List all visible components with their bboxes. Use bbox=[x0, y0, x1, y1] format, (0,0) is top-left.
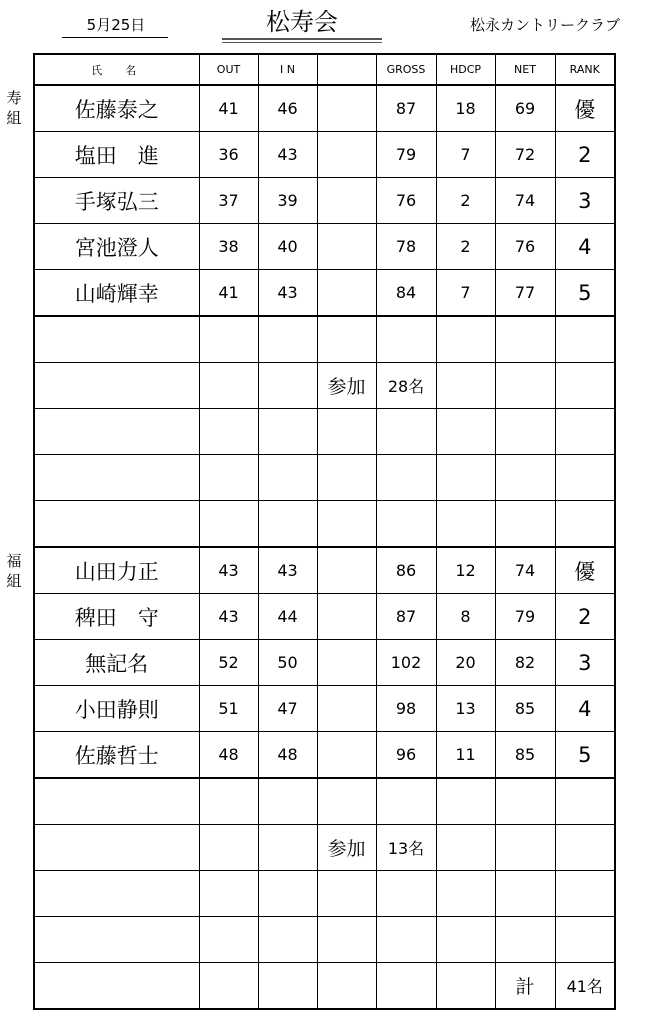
player-name: 小田静則 bbox=[34, 686, 199, 732]
participation-label: 参加 bbox=[317, 363, 376, 409]
empty-row bbox=[34, 871, 615, 917]
empty-row bbox=[34, 316, 615, 363]
table-row bbox=[34, 178, 615, 224]
blank-cell bbox=[317, 686, 376, 732]
col-header-gross: GROSS bbox=[376, 54, 436, 85]
score-out: 43 bbox=[199, 594, 258, 640]
table-row bbox=[34, 85, 615, 132]
col-header-hdcp: HDCP bbox=[436, 54, 495, 85]
blank-cell bbox=[317, 640, 376, 686]
participation-row bbox=[34, 825, 615, 871]
header-row bbox=[34, 54, 615, 85]
table-row bbox=[34, 640, 615, 686]
score-gross: 86 bbox=[376, 547, 436, 594]
score-in: 43 bbox=[258, 132, 317, 178]
empty-row bbox=[34, 917, 615, 963]
score-gross: 87 bbox=[376, 85, 436, 132]
player-name: 塩田 進 bbox=[34, 132, 199, 178]
score-in: 43 bbox=[258, 547, 317, 594]
event-date: 5月25日 bbox=[86, 16, 146, 34]
score-net: 74 bbox=[495, 178, 555, 224]
empty-row bbox=[34, 778, 615, 825]
score-out: 41 bbox=[199, 270, 258, 317]
blank-cell bbox=[317, 547, 376, 594]
score-net: 85 bbox=[495, 732, 555, 779]
player-name: 佐藤哲士 bbox=[34, 732, 199, 779]
blank-cell bbox=[317, 732, 376, 779]
total-label: 計 bbox=[495, 963, 555, 1010]
title-underline-2 bbox=[222, 42, 382, 43]
score-hdcp: 11 bbox=[436, 732, 495, 779]
rank: 2 bbox=[555, 132, 615, 178]
score-hdcp: 2 bbox=[436, 224, 495, 270]
player-name: 宮池澄人 bbox=[34, 224, 199, 270]
results-table bbox=[33, 53, 616, 1010]
score-in: 44 bbox=[258, 594, 317, 640]
player-name: 無記名 bbox=[34, 640, 199, 686]
score-in: 50 bbox=[258, 640, 317, 686]
score-hdcp: 7 bbox=[436, 270, 495, 317]
blank-cell bbox=[317, 270, 376, 317]
rank: 4 bbox=[555, 686, 615, 732]
score-gross: 96 bbox=[376, 732, 436, 779]
score-in: 47 bbox=[258, 686, 317, 732]
empty-row bbox=[34, 455, 615, 501]
table-row bbox=[34, 547, 615, 594]
participation-label: 参加 bbox=[317, 825, 376, 871]
score-hdcp: 8 bbox=[436, 594, 495, 640]
score-net: 69 bbox=[495, 85, 555, 132]
score-gross: 84 bbox=[376, 270, 436, 317]
score-hdcp: 2 bbox=[436, 178, 495, 224]
score-gross: 79 bbox=[376, 132, 436, 178]
col-header-rank: RANK bbox=[555, 54, 615, 85]
score-out: 48 bbox=[199, 732, 258, 779]
score-gross: 102 bbox=[376, 640, 436, 686]
score-in: 39 bbox=[258, 178, 317, 224]
player-name: 佐藤泰之 bbox=[34, 85, 199, 132]
player-name: 稗田 守 bbox=[34, 594, 199, 640]
blank-cell bbox=[317, 132, 376, 178]
rank: 5 bbox=[555, 732, 615, 779]
score-net: 82 bbox=[495, 640, 555, 686]
score-gross: 78 bbox=[376, 224, 436, 270]
score-out: 37 bbox=[199, 178, 258, 224]
rank: 3 bbox=[555, 178, 615, 224]
score-hdcp: 7 bbox=[436, 132, 495, 178]
table-row bbox=[34, 732, 615, 779]
rank: 5 bbox=[555, 270, 615, 317]
blank-cell bbox=[317, 85, 376, 132]
blank-cell bbox=[317, 224, 376, 270]
player-name: 山田力正 bbox=[34, 547, 199, 594]
rank: 4 bbox=[555, 224, 615, 270]
score-hdcp: 13 bbox=[436, 686, 495, 732]
table-row bbox=[34, 224, 615, 270]
score-out: 43 bbox=[199, 547, 258, 594]
blank-cell bbox=[317, 594, 376, 640]
group-label-fuku: 福組 bbox=[6, 552, 22, 590]
score-out: 41 bbox=[199, 85, 258, 132]
score-hdcp: 12 bbox=[436, 547, 495, 594]
score-net: 85 bbox=[495, 686, 555, 732]
score-out: 38 bbox=[199, 224, 258, 270]
player-name: 手塚弘三 bbox=[34, 178, 199, 224]
rank: 優 bbox=[555, 547, 615, 594]
rank: 2 bbox=[555, 594, 615, 640]
score-net: 76 bbox=[495, 224, 555, 270]
score-out: 36 bbox=[199, 132, 258, 178]
score-gross: 76 bbox=[376, 178, 436, 224]
total-count: 41名 bbox=[555, 963, 615, 1010]
score-out: 52 bbox=[199, 640, 258, 686]
table-row bbox=[34, 594, 615, 640]
rank: 優 bbox=[555, 85, 615, 132]
score-out: 51 bbox=[199, 686, 258, 732]
rank: 3 bbox=[555, 640, 615, 686]
score-gross: 87 bbox=[376, 594, 436, 640]
title-underline bbox=[222, 38, 382, 40]
player-name: 山崎輝幸 bbox=[34, 270, 199, 317]
empty-row bbox=[34, 501, 615, 548]
table-row bbox=[34, 686, 615, 732]
score-net: 79 bbox=[495, 594, 555, 640]
score-hdcp: 18 bbox=[436, 85, 495, 132]
score-gross: 98 bbox=[376, 686, 436, 732]
date-underline bbox=[62, 37, 168, 38]
col-header-out: OUT bbox=[199, 54, 258, 85]
total-row bbox=[34, 963, 615, 1010]
participation-count: 13名 bbox=[376, 825, 436, 871]
score-hdcp: 20 bbox=[436, 640, 495, 686]
col-header-name: 氏 名 bbox=[34, 54, 199, 85]
score-net: 74 bbox=[495, 547, 555, 594]
score-net: 72 bbox=[495, 132, 555, 178]
club-name: 松永カントリークラブ bbox=[469, 16, 620, 34]
table-row bbox=[34, 132, 615, 178]
empty-row bbox=[34, 409, 615, 455]
score-in: 43 bbox=[258, 270, 317, 317]
score-in: 40 bbox=[258, 224, 317, 270]
col-header-in: I N bbox=[258, 54, 317, 85]
score-in: 48 bbox=[258, 732, 317, 779]
participation-row bbox=[34, 363, 615, 409]
group-label-kotobuki: 寿組 bbox=[6, 89, 22, 127]
table-row bbox=[34, 270, 615, 317]
score-net: 77 bbox=[495, 270, 555, 317]
page-title: 松寿会 bbox=[266, 8, 338, 36]
score-in: 46 bbox=[258, 85, 317, 132]
col-header-blank bbox=[317, 54, 376, 85]
blank-cell bbox=[317, 178, 376, 224]
participation-count: 28名 bbox=[376, 363, 436, 409]
col-header-net: NET bbox=[495, 54, 555, 85]
